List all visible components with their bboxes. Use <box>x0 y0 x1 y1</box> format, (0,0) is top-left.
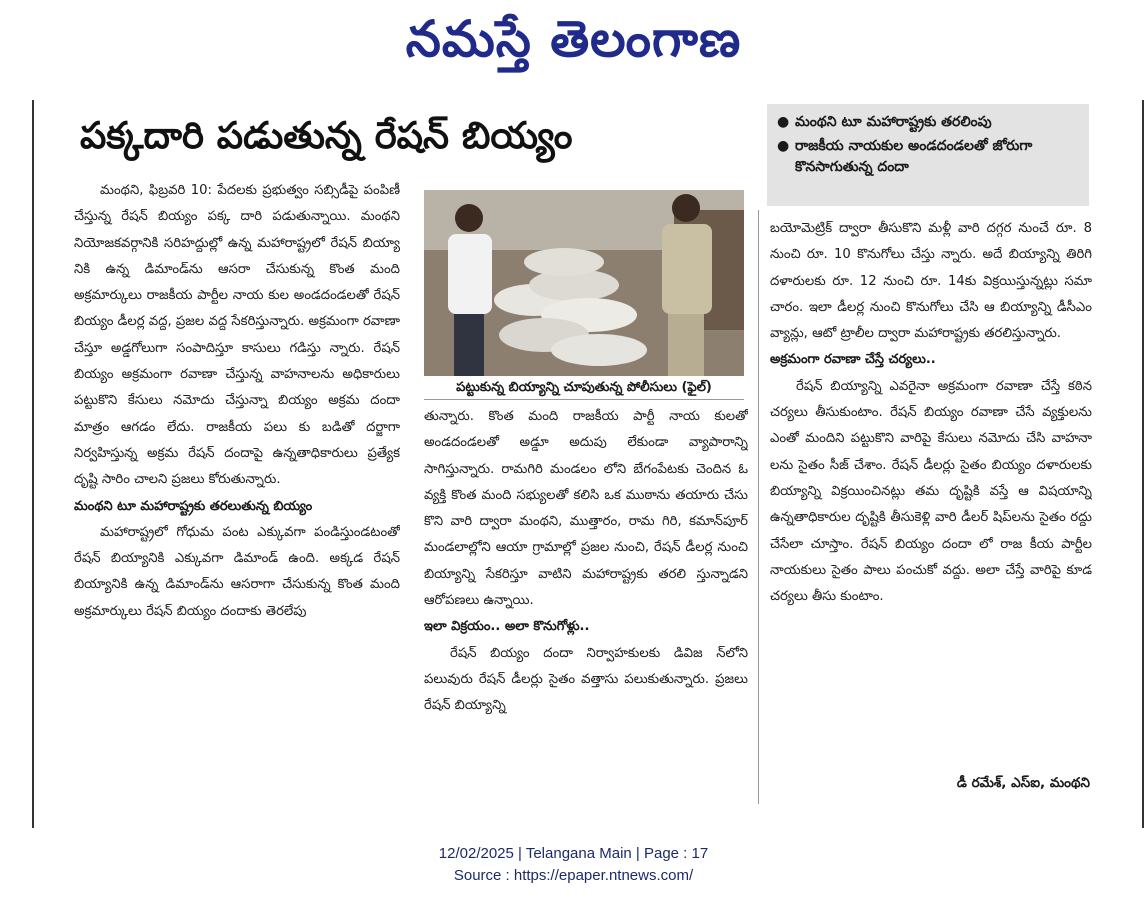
article-column-2 <box>424 404 748 804</box>
highlights-box <box>767 104 1089 206</box>
paragraph: రేషన్ బియ్యం దందా నిర్వాహకులకు డివిజ న్‌లోని పలువురు రేషన్ డీలర్లు సైతం వత్తాసు పలుకుతున్నారు. ప్రజలు రేషన్ బియ్యాన్ని <box>424 645 748 714</box>
masthead-logo: నమస్తే తెలంగాణ <box>405 9 742 68</box>
paragraph: రేషన్ బియ్యాన్ని ఎవరైనా అక్రమంగా రవాణా చేస్తే కఠిన చర్యలు తీసుకుంటాం. రేషన్ బియ్యం రవాణా చేసే వ్యక్తులను ఎంతో మందిని పట్టుకొని వారిపై కేసులు నమోదు చేసి వాహనా లను సైతం సీజ్ చేశాం. రేషన్ డీలర్లు సైతం బియ్యం దళారులకు బియ్యాన్ని విక్రయించినట్లు తమ దృష్టికి వస్తే ఆ విషయాన్ని ఉన్నతాధికారుల దృష్టికి తీసుకెళ్లి వారి డీలర్ షిప్‌లను సైతం రద్దు చేసేలా చూస్తాం. రేషన్ బియ్యం దందా లో రాజ కీయ పార్టీల నాయకులు సైతం పాలు పంచుకో వద్దు. అలా చేస్తే వారిపై కూడ చర్యలు తీసు కుంటాం. <box>770 378 1092 605</box>
source-link[interactable]: Source : https://epaper.ntnews.com/ <box>453 867 694 884</box>
paragraph: మహారాష్ట్రలో గోధుమ పంట ఎక్కువగా పండిస్తుండటంతో రేషన్ బియ్యానికి ఎక్కువగా డిమాండ్ ఉంది. అక్కడ రేషన్ బియ్యానికి ఉన్న డిమాండ్‌ను ఆసరాగా చేసుకున్న కొంత మంది అక్రమార్కులు రేషన్ బియ్యం దందాకు తెరలేపు <box>74 524 400 619</box>
article-column-3 <box>770 216 1092 776</box>
subheading: మంథని టూ మహారాష్ట్రకు తరలుతున్న బియ్యం <box>74 498 313 514</box>
photo-illustration <box>424 190 744 376</box>
photo-caption: పట్టుకున్న బియ్యాన్ని చూపుతున్న పోలీసులు (ఫైల్) <box>424 377 744 400</box>
page-footer <box>0 843 1147 887</box>
highlight-item: ● మంథని టూ మహారాష్ట్రకు తరలింపు <box>795 112 1081 133</box>
column-divider <box>758 210 759 804</box>
paragraph: తున్నారు. కొంత మంది రాజకీయ పార్టీ నాయ కులతో అండదండలతో అడ్డూ అదుపు లేకుండా వ్యాపారాన్ని సాగిస్తున్నారు. రామగిరి మండలం లోని బేగంపేటకు చెందిన ఓ వ్యక్తి కొంత మంది సభ్యులతో కలిసి ఒక ముఠాను తయారు చేసు కొని వారి ద్వారా మంథని, ముత్తారం, రామ గిరి, కమాన్‌పూర్ మండలాల్లోని ఆయా గ్రామాల్లో ప్రజల నుంచి, రేషన్ డీలర్ల నుంచి బియ్యాన్ని సేకరిస్తూ వాటిని మహారాష్ట్రకు తరలి స్తున్నాడని ఆరోపణలు ఉన్నాయి. <box>424 409 748 609</box>
edition-info: 12/02/2025 | Telangana Main | Page : 17 <box>438 845 709 862</box>
paragraph: మంథని, ఫిబ్రవరి 10: పేదలకు ప్రభుత్వం సబ్సిడీపై పంపిణీ చేస్తున్న రేషన్ బియ్యం పక్క దారి పడుతున్నాయి. మంథని నియోజకవర్గానికి సరిహద్దుల్లో ఉన్న మహారాష్ట్రలో రేషన్ బియ్యా నికి ఉన్న డిమాండ్‌ను ఆసరా చేసుకున్న కొంత మంది అక్రమార్కులు రాజకీయ పార్టీల నాయ కుల అండదండలతో రేషన్ బియ్యం డీలర్ల వద్ద, ప్రజల వద్ద సేకరిస్తున్నారు. అక్రమంగా రవాణా చేస్తూ అడ్డగోలుగా సంపాదిస్తూ కాసులు గడిస్తు న్నారు. రేషన్ బియ్యం అక్రమంగా రవాణా చేస్తున్న వాహనాలను అధికారులు పట్టుకొని కేసులు నమోదు చేస్తున్నా బియ్యం అక్రమ దందా మాత్రం ఆగడం లేదు. రాజకీయ పలు కు బడితో దర్జాగా నిర్వహిస్తున్న అక్రమ రేషన్ దందాపై ఉన్నతాధికారులు ప్రత్యేక దృష్టి సారిం చాలని ప్రజలు కోరుతున్నారు. <box>74 183 400 488</box>
byline: డీ రమేశ్, ఎస్ఐ, మంథని <box>956 775 1090 791</box>
paragraph: బయోమెట్రిక్ ద్వారా తీసుకొని మళ్లీ వారి దగ్గర నుంచే రూ. 8 నుంచి రూ. 10 కొనుగోలు చేస్తు న్నారు. అదే బియ్యాన్ని తిరిగి దళారులకు రూ. 12 నుంచి రూ. 14కు విక్రయిస్తున్నట్లు సమా చారం. ఇలా డీలర్ల నుంచి కొనుగోలు చేసి ఆ బియ్యాన్ని డీసీఎం వ్యాన్లు, ఆటో ట్రాలీల ద్వారా మహారాష్ట్రకు తరలిస్తున్నారు. <box>770 221 1092 342</box>
article-column-1 <box>74 178 400 804</box>
news-photo <box>424 190 744 376</box>
subheading: అక్రమంగా రవాణా చేస్తే చర్యలు.. <box>770 352 936 368</box>
highlight-item: ● రాజకీయ నాయకుల అండదండలతో జోరుగా కొనసాగుతున్న దందా <box>795 136 1081 178</box>
article-headline: పక్కదారి పడుతున్న రేషన్ బియ్యం <box>80 114 573 157</box>
subheading: ఇలా విక్రయం.. అలా కొనుగోళ్లు.. <box>424 619 590 635</box>
